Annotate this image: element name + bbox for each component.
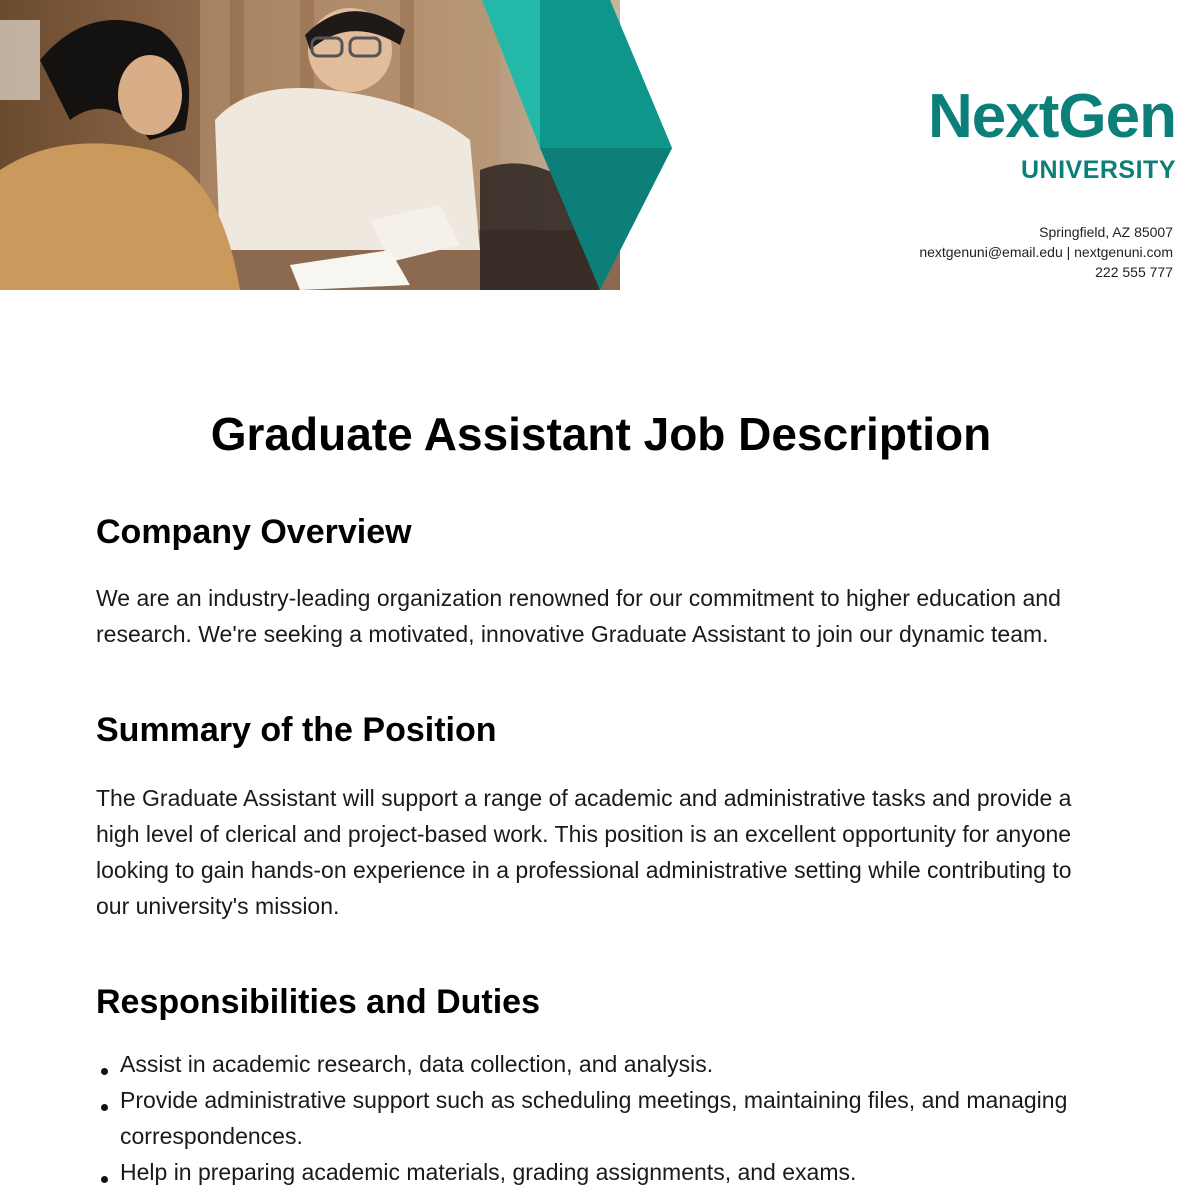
section-heading: Summary of the Position xyxy=(96,711,497,749)
section-position-summary xyxy=(96,708,1106,924)
section-heading: Company Overview xyxy=(96,513,412,551)
contact-phone: 222 555 777 xyxy=(1095,264,1173,280)
contact-info xyxy=(919,222,1173,282)
document-header xyxy=(0,0,1200,290)
list-item: Help in preparing academic materials, grading assignments, and exams. xyxy=(96,1154,1106,1190)
document-body xyxy=(96,406,1106,1190)
section-paragraph: We are an industry-leading organization renowned for our commitment to higher education and research. We're seeking a motivated, innovative Graduate Assistant to join our dynamic team. xyxy=(96,585,1061,647)
header-photo xyxy=(0,0,700,290)
section-heading: Responsibilities and Duties xyxy=(96,983,540,1021)
contact-email-web: nextgenuni@email.edu | nextgenuni.com xyxy=(919,244,1173,260)
contact-address: Springfield, AZ 85007 xyxy=(1039,224,1173,240)
brand-name: NextGen xyxy=(928,82,1176,151)
responsibilities-list xyxy=(96,1046,1106,1190)
section-paragraph: The Graduate Assistant will support a range of academic and administrative tasks and provide a high level of clerical and project-based work. This position is an excellent opportunity for anyone looking to gain hands-on experience in a professional administrative setting while contributing to our university's mission. xyxy=(96,785,1072,919)
brand-subtitle: UNIVERSITY xyxy=(1020,156,1176,184)
brand-block xyxy=(928,82,1176,184)
list-item: Provide administrative support such as scheduling meetings, maintaining files, and managing correspondences. xyxy=(96,1082,1106,1154)
section-responsibilities xyxy=(96,980,1106,1190)
list-item: Assist in academic research, data collection, and analysis. xyxy=(96,1046,1106,1082)
document-title: Graduate Assistant Job Description xyxy=(210,408,992,460)
section-company-overview xyxy=(96,510,1106,652)
